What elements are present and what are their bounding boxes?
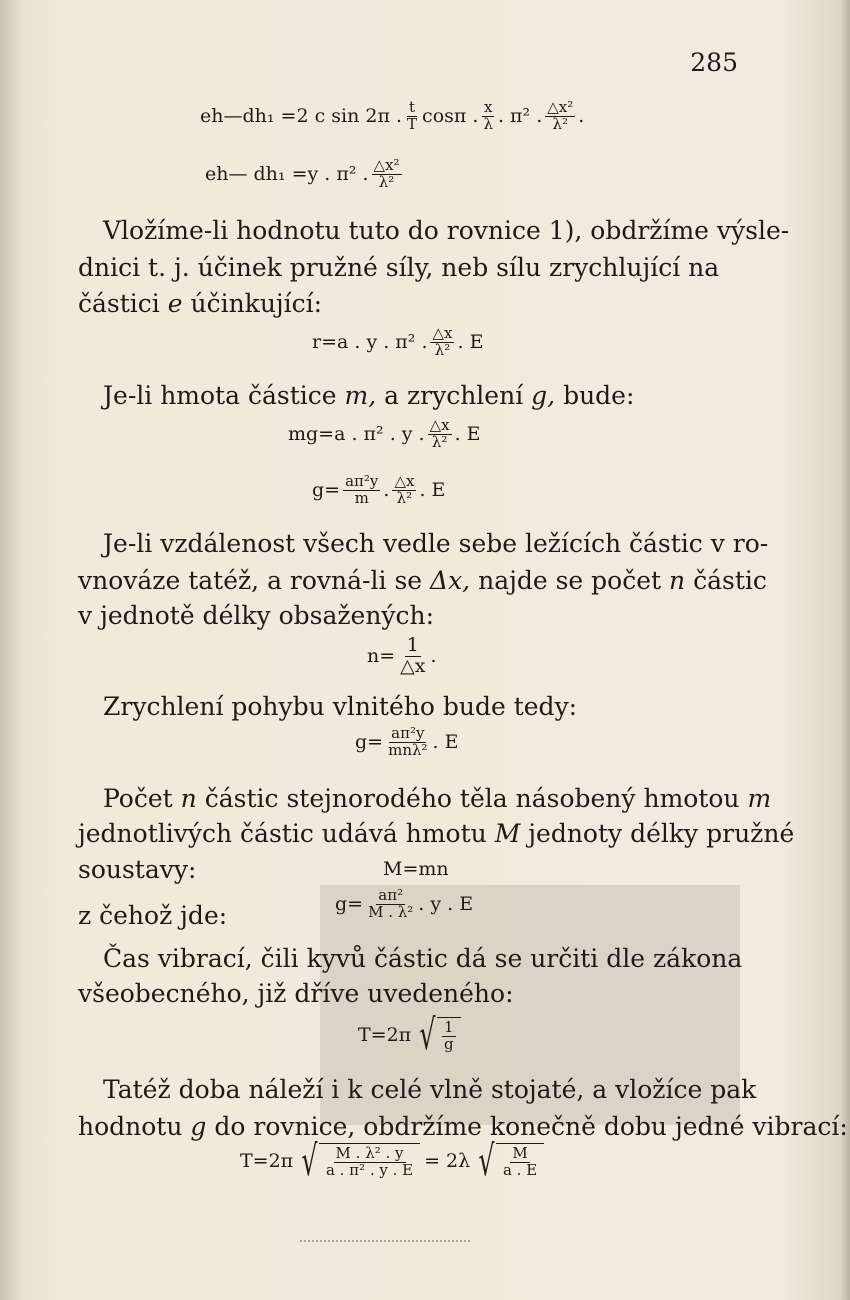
para5-b: částic stejnorodého těla násobený hmotou [204, 784, 740, 813]
eq3-den: λ² [434, 340, 451, 359]
para5-var-m: m [747, 784, 772, 813]
para3-var-dx: Δx, [430, 566, 471, 595]
eq10-lhs: T=2π [358, 1024, 412, 1046]
eq6-den: △x [400, 654, 426, 677]
z-cehoz-label: z čehož jde: [78, 901, 228, 930]
eq5-end: . E [419, 479, 446, 502]
eq1-f1-den: T [407, 114, 418, 133]
eq2-frac [372, 158, 402, 191]
eq2-num: △x² [373, 156, 400, 174]
eq1-frac-t [405, 100, 419, 133]
para7-a: hodnotu [78, 1112, 183, 1141]
eq7-den: mnλ² [388, 740, 428, 759]
eq5-f1-num: aπ²y [345, 472, 379, 490]
equation-9 [335, 888, 473, 921]
eq9-den: M . λ² [368, 902, 414, 921]
para5-line3: soustavy: [78, 855, 197, 884]
eq6-lhs: n= [367, 645, 396, 668]
equation-7 [355, 726, 458, 759]
eq11-frac-2 [501, 1146, 539, 1179]
eq11-sqrt-1 [296, 1136, 420, 1185]
eq1-mid2: . π² . [497, 105, 543, 128]
para3-line2 [78, 568, 767, 593]
eq11-f2-den: a . E [502, 1161, 538, 1179]
equation-4 [288, 418, 481, 451]
para7-line2 [78, 1114, 848, 1139]
para1-word: částici [78, 289, 160, 318]
para3-c: částic [693, 566, 767, 595]
para5-a: Počet [103, 784, 173, 813]
para1-var-e: e [167, 289, 183, 318]
eq1-mid: cosπ . [422, 105, 479, 128]
eq11-lhs: T=2π [240, 1150, 294, 1172]
para2-var-g: g, [531, 381, 556, 410]
eq5-frac-2 [392, 474, 416, 507]
eq1-frac-dx [545, 100, 575, 133]
radical-sign-icon: √ [301, 1136, 318, 1185]
para1-line1: Vložíme-li hodnotu tuto do rovnice 1), obdržíme výsle- [103, 216, 790, 245]
eq3-num: △x [432, 324, 453, 342]
para2-b: a zrychlení [384, 381, 524, 410]
eq11-sqrt-2 [473, 1136, 544, 1185]
eq1-end: . [578, 105, 585, 128]
eq3-lhs: r=a . y . π² . [312, 331, 428, 354]
eq1-lhs: eh—dh₁ =2 c sin 2π . [200, 105, 403, 128]
eq11-f1-den: a . π² . y . E [325, 1161, 414, 1179]
eq4-frac [428, 418, 452, 451]
eq1-frac-x [481, 100, 495, 133]
page-number: 285 [690, 48, 738, 77]
para5-c: jednotlivých částic udává hmotu [78, 819, 487, 848]
para2 [103, 383, 634, 408]
equation-11 [240, 1136, 544, 1185]
equation-6 [367, 636, 437, 677]
eq7-lhs: g= [355, 731, 384, 754]
eq1-f1-num: t [409, 98, 416, 116]
para3-b: najde se počet [478, 566, 662, 595]
eq4-end: . E [454, 423, 481, 446]
para3-line3: v jednotě délky obsažených: [78, 601, 435, 630]
eq1-f3-den: λ² [552, 114, 568, 133]
para2-var-m: m, [344, 381, 377, 410]
eq11-mid: = 2λ [424, 1150, 471, 1172]
para3-a: vnováze tatéž, a rovná-li se [78, 566, 423, 595]
radical-sign-icon: √ [419, 1010, 436, 1059]
eq11-frac-1 [324, 1146, 415, 1179]
eq5-f1-den: m [354, 488, 369, 507]
eq1-f3-num: △x² [547, 98, 574, 116]
radical-sign-icon: √ [478, 1136, 495, 1185]
eq5-mid: . [383, 479, 390, 502]
para5-var-n: n [180, 784, 197, 813]
eq2-lhs: eh— dh₁ =y . π² . [205, 163, 369, 186]
scan-smudge [300, 1240, 470, 1250]
para7-line1: Tatéž doba náleží i k celé vlně stojaté, a vložíce pak [103, 1075, 757, 1104]
eq6-end: . [430, 645, 437, 668]
eq10-frac [442, 1020, 456, 1053]
eq9-num: aπ² [378, 886, 404, 904]
eq5-f2-num: △x [394, 472, 415, 490]
para6-line2: všeobecného, již dříve uvedeného: [78, 979, 514, 1008]
eq10-num: 1 [443, 1018, 454, 1037]
eq1-f2-num: x [483, 98, 493, 116]
para5-line2 [78, 821, 794, 846]
eq3-frac [430, 326, 454, 359]
para4: Zrychlení pohybu vlnitého bude tedy: [103, 692, 578, 721]
eq2-den: λ² [378, 172, 395, 191]
para5-line1 [103, 786, 771, 811]
eq10-den: g [443, 1035, 454, 1053]
eq9-frac [366, 888, 415, 921]
para1-line3 [78, 291, 322, 316]
equation-2 [205, 158, 405, 191]
eq5-frac-1 [343, 474, 380, 507]
eq4-num: △x [429, 416, 450, 434]
equation-8: M=mn [383, 858, 449, 880]
para5-var-M: M [494, 819, 521, 848]
para7-var-g: g [190, 1112, 207, 1141]
eq1-f2-den: λ [483, 114, 493, 133]
para3-var-n: n [669, 566, 686, 595]
eq5-lhs: g= [312, 479, 341, 502]
eq7-num: aπ²y [391, 724, 425, 742]
eq9-lhs: g= [335, 893, 364, 916]
eq11-f2-num: M [512, 1144, 528, 1163]
para1-line2: dnici t. j. účinek pružné síly, neb sílu zrychlující na [78, 253, 720, 282]
equation-10 [358, 1010, 461, 1059]
para7-b: do rovnice, obdržíme konečně dobu jedné vibrací: [214, 1112, 848, 1141]
equation-5 [312, 474, 445, 507]
para2-c: bude: [563, 381, 635, 410]
eq9-end: . y . E [418, 893, 474, 916]
equation-3 [312, 326, 483, 359]
eq6-num: 1 [406, 634, 419, 656]
eq4-den: λ² [431, 432, 448, 451]
equation-1 [200, 100, 584, 133]
para3-line1: Je-li vzdálenost všech vedle sebe ležících částic v ro- [103, 529, 769, 558]
eq6-frac [398, 636, 427, 677]
para1-end: účinkující: [190, 289, 323, 318]
eq7-end: . E [432, 731, 459, 754]
eq4-lhs: mg=a . π² . y . [288, 423, 425, 446]
eq3-end: . E [457, 331, 484, 354]
eq11-f1-num: M . λ² . y [335, 1144, 404, 1163]
eq5-f2-den: λ² [396, 488, 413, 507]
eq7-frac [386, 726, 429, 759]
para6-line1: Čas vibrací, čili kyvů částic dá se určiti dle zákona [103, 944, 743, 973]
eq10-sqrt [414, 1010, 460, 1059]
para5-d: jednoty délky pružné [528, 819, 795, 848]
para2-a: Je-li hmota částice [103, 381, 337, 410]
